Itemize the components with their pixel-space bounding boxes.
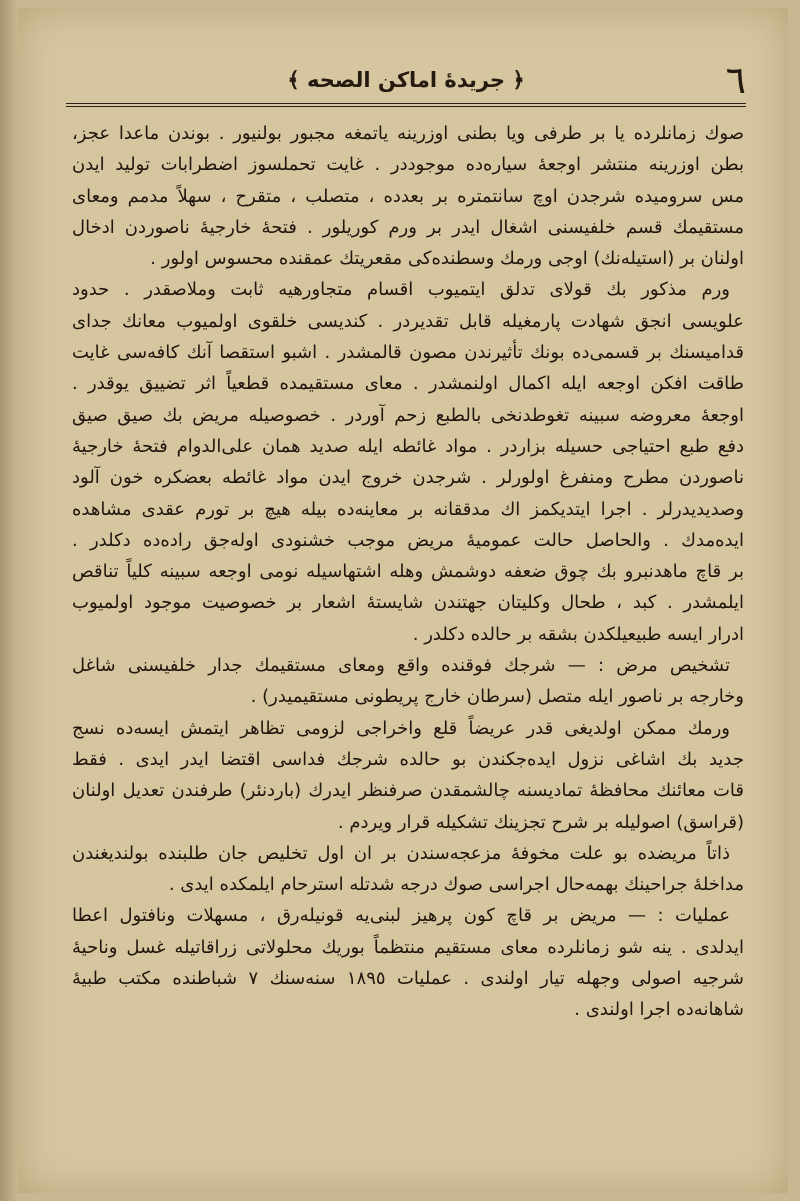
paragraph — [72, 713, 744, 838]
text-line: مستقيمك قسم خلفيسنی اشغال ايدر بر ورم كوريلور . فتحهٔ خارجيهٔ ناصوردن ادخال — [72, 216, 744, 238]
text-line: اوجعهٔ معروضه سبينه تغوطدنخی بالطبع زحم آوردر . خصوصيله مريض بك صيق صيق — [72, 404, 744, 426]
text-line: وصديديدرلر . اجرا ايتديكمز اك مدققانه بر معاينه‌ده بيله هيچ بر تورم عقدی مشاهده — [72, 498, 744, 520]
running-title: ﴿ جريدهٔ اماكن الصحه ﴾ — [287, 68, 525, 92]
text-line: قداميسنك بر قسمی‌ده بونك تأثيرندن مصون قالمشدر . اشبو استقصا آنك كافه‌سی غايت — [72, 342, 744, 364]
page-header — [66, 60, 746, 100]
text-line: جديد بك اشاغی نزول ايده‌جكندن بو حالده شرجك فداسی اقتضا ايدر ايدی . فقط — [72, 748, 744, 770]
text-line: ايدلدی . ينه شو زمانلرده معای مستقيم منتظماً بوريك محلولاتی زراقاتيله غسل وناحيهٔ — [72, 936, 744, 958]
text-line: طاقت افكن اوجعه ايله اكمال اولنمشدر . معای مستقيمده قطعياً اثر تضييق يوقدر . — [72, 373, 744, 395]
text-line: ادرار ايسه طبيعيلكدن بشقه بر حالده دكلدر . — [412, 623, 744, 645]
text-line: شرجيه اصولی وجهله تيار اولندی . عمليات ١٨٩٥ سنه‌سنك ٧ شباطنده مكتب طبيهٔ — [72, 968, 744, 990]
text-line: شاهانه‌ده اجرا اولندی . — [574, 999, 744, 1021]
text-line: مس سرومیده شرجدن اوچ سانتمتره بر بعدده ، متصلب ، متقرح ، سهلاً مدمم ومعای — [72, 185, 744, 207]
paragraph — [72, 118, 744, 274]
paragraph — [72, 650, 744, 713]
text-line: ايده‌مدك . والحاصل حالت عموميهٔ مريض موجب خشنودی اوله‌جق راده‌ده دكلدر . — [72, 529, 744, 551]
text-line: بطن اوزرينه منتشر اوجعهٔ سياره‌ده موجوددر . غايت تحملسوز اضطرابات توليد ايدن — [72, 154, 744, 176]
text-line: (قراسق) اصوليله بر شرح تجزينك تشكيله قرار ويردم . — [337, 811, 744, 833]
text-line: ذاتاً مريضده بو علت مخوفهٔ مزعجه‌سندن بر ان اول تخليص جان طلبنده بولنديغندن — [72, 842, 730, 864]
paragraph — [72, 900, 744, 1025]
page-edge-shadow — [0, 0, 18, 1201]
text-line: اولنان بر (استيله‌نك) اوجی ورمك وسطنده‌كی مقعريتك عمقنده محسوس اولور . — [150, 248, 744, 270]
text-line: ورمك ممكن اولديغی قدر عريضاً قلع واخراجی لزومی تظاهر ايتمش ايسه‌ده نسج — [72, 717, 730, 739]
text-line: عمليات : — مريض بر قاچ كون پرهيز لبنی‌يه قونيله‌رق ، مسهلات ونافتول اعطا — [72, 905, 730, 927]
text-line: وخارجه بر ناصور ايله متصل (سرطان خارج پريطونی مستقيميدر) . — [250, 686, 744, 708]
text-line: تشخيص مرض : — شرجك فوقنده واقع ومعای مستقيمك جدار خلفيسنی شاغل — [72, 655, 730, 677]
body-text — [72, 118, 744, 1026]
text-line: ايلمشدر . كبد ، طحال وكليتان جهتندن شايستهٔ اشعار بر خصوصيت موجود اولميوب — [72, 592, 744, 614]
text-line: دفع طبع احتياجی حسيله بزاردر . مواد غائطه ايله صديد همان علی‌الدوام فتحهٔ خارجيهٔ — [72, 435, 744, 457]
text-line: ناصوردن مطرح ومنفرغ اولورلر . شرجدن خروج ايدن مواد غائطه بعضكره خون آلود — [72, 467, 744, 489]
text-line: قات معائنك محافظهٔ تماديسنه چالشمقدن صرفنظر ايدرك (باردنئر) طرفندن تعديل اولنان — [72, 780, 744, 802]
text-line: ورم مذكور بك قولای تدلق ايتميوب اقسام متجاورهيه ثابت وملاصقدر . حدود — [72, 279, 730, 301]
paragraph — [72, 838, 744, 901]
text-line: صوك زمانلرده يا بر طرفی ويا بطنی اوزرينه ياتمغه مجبور بولنيور . بوندن ماعدا عجز، — [72, 123, 744, 144]
text-line: مداخلهٔ جراحينك بهمه‌حال اجراسی صوك درجه شدتله استرحام ايلمكده ايدی . — [168, 874, 744, 896]
header-rule — [66, 103, 746, 107]
text-line: علويسی انجق شهادت پارمغيله قابل تقديردر . كنديسی خلقوی اولميوب معانك جدای — [72, 310, 744, 332]
paragraph — [72, 274, 744, 650]
page-number: ٦ — [725, 58, 746, 102]
text-line: بر قاچ ماهدنبرو بك چوق ضعفه دوشمش وهله اشتهاسيله نومی اوجعه سبينه كلياً تناقص — [72, 561, 744, 583]
